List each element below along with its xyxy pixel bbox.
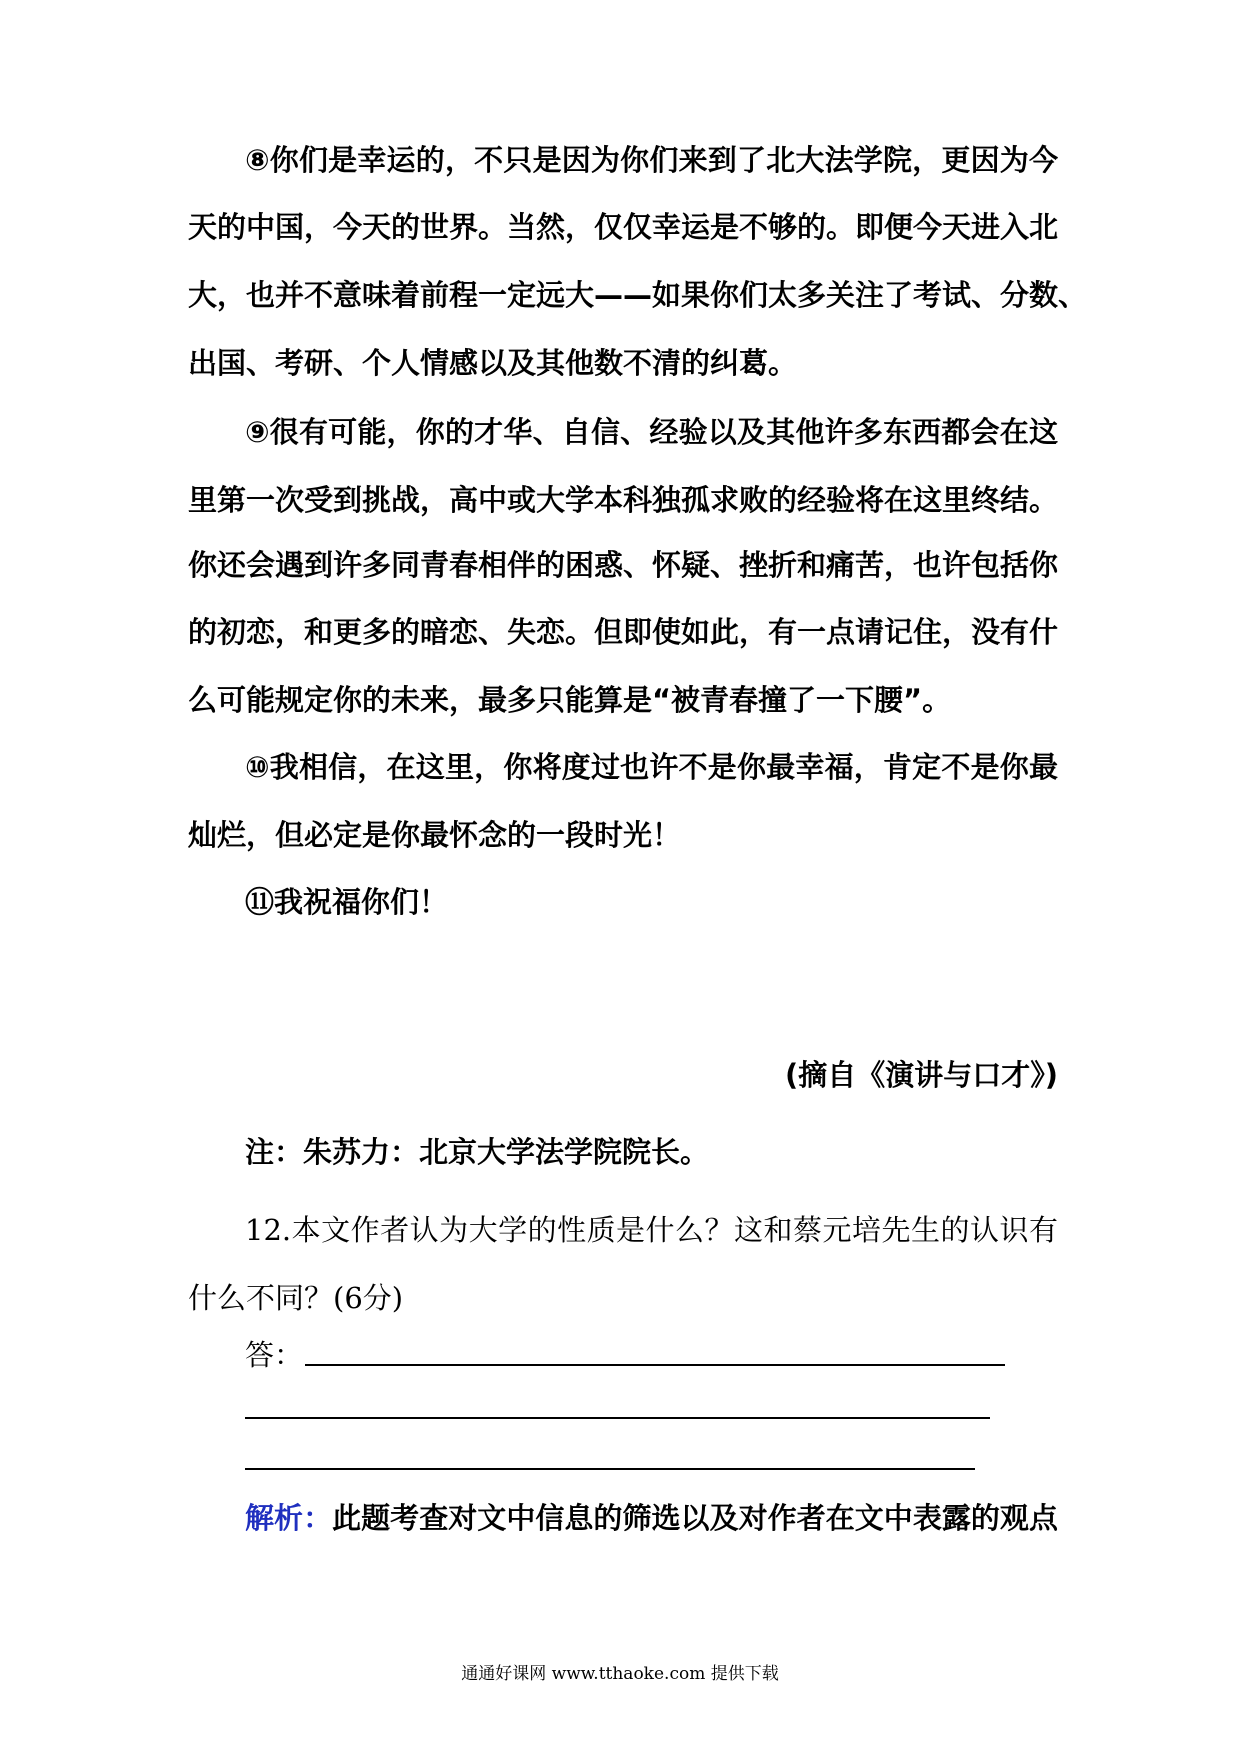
answer-label: 答： bbox=[245, 1338, 304, 1372]
answer-line-1[interactable] bbox=[305, 1364, 1005, 1366]
question-12-line-2: 什么不同？(6分) bbox=[188, 1281, 404, 1315]
question-12-line-1: 12.本文作者认为大学的性质是什么？这和蔡元培先生的认识有 bbox=[245, 1213, 1058, 1247]
author-note: 注：朱苏力：北京大学法学院院长。 bbox=[245, 1135, 710, 1169]
analysis-label: 解析： bbox=[245, 1501, 333, 1535]
source-citation: (摘自《演讲与口才》) bbox=[784, 1058, 1058, 1092]
page-footer: 通通好课网 www.tthaoke.com 提供下载 bbox=[461, 1664, 779, 1684]
paragraph-9-line-3: 你还会遇到许多同青春相伴的困惑、怀疑、挫折和痛苦，也许包括你 bbox=[188, 548, 1059, 582]
analysis-text: 此题考查对文中信息的筛选以及对作者在文中表露的观点 bbox=[332, 1501, 1058, 1535]
paragraph-11-line-1: ⑪我祝福你们！ bbox=[245, 885, 449, 919]
paragraph-9-line-5: 么可能规定你的未来，最多只能算是“被青春撞了一下腰”。 bbox=[188, 683, 952, 717]
answer-line-3[interactable] bbox=[245, 1468, 975, 1470]
paragraph-8-line-4: 出国、考研、个人情感以及其他数不清的纠葛。 bbox=[188, 346, 798, 380]
paragraph-8-line-3: 大，也并不意味着前程一定远大——如果你们太多关注了考试、分数、 bbox=[188, 278, 1088, 312]
paragraph-10-line-1: ⑩我相信，在这里，你将度过也许不是你最幸福，肯定不是你最 bbox=[245, 750, 1058, 784]
paragraph-8-line-1: ⑧你们是幸运的，不只是因为你们来到了北大法学院，更因为今 bbox=[245, 143, 1058, 177]
paragraph-8-line-2: 天的中国，今天的世界。当然，仅仅幸运是不够的。即便今天进入北 bbox=[188, 210, 1059, 244]
paragraph-9-line-2: 里第一次受到挑战，高中或大学本科独孤求败的经验将在这里终结。 bbox=[188, 483, 1059, 517]
paragraph-9-line-1: ⑨很有可能，你的才华、自信、经验以及其他许多东西都会在这 bbox=[245, 415, 1058, 449]
paragraph-9-line-4: 的初恋，和更多的暗恋、失恋。但即使如此，有一点请记住，没有什 bbox=[188, 615, 1059, 649]
paragraph-10-line-2: 灿烂，但必定是你最怀念的一段时光！ bbox=[188, 818, 682, 852]
answer-line-2[interactable] bbox=[245, 1417, 990, 1419]
analysis-line bbox=[245, 1498, 1058, 1538]
